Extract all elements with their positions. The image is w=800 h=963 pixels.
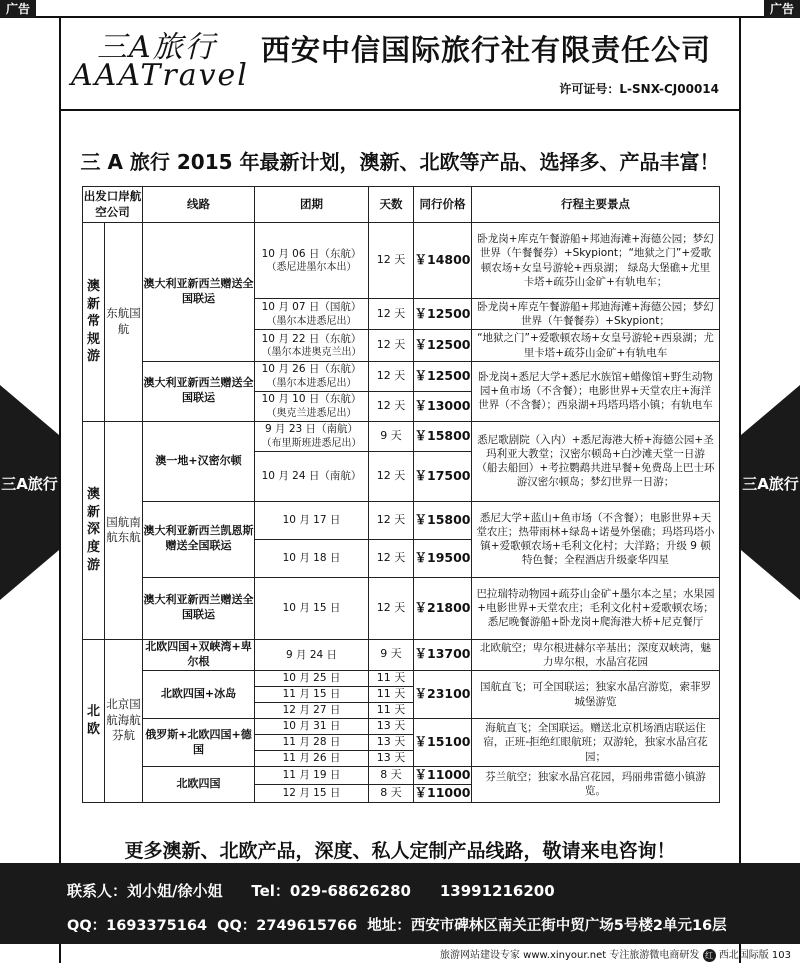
- date-text: 10 月 22 日（东航）: [261, 332, 362, 345]
- date-cell: 10 月 15 日: [255, 577, 369, 639]
- table-row: [83, 421, 720, 451]
- days-cell: 12 天: [369, 223, 414, 299]
- page-footer: [440, 946, 791, 962]
- col-header-spots: 行程主要景点: [472, 187, 720, 223]
- col-header-route: 线路: [143, 187, 255, 223]
- date-cell: [255, 330, 369, 361]
- category-cell: 澳新深度游: [83, 421, 105, 639]
- days-cell: 11 天: [369, 687, 414, 703]
- date-cell: 11 月 15 日: [255, 687, 369, 703]
- tour-table: [82, 186, 720, 803]
- date-text: 9 月 23 日（南航）: [264, 423, 359, 436]
- date-text: 10 月 26 日（东航）: [261, 363, 362, 376]
- airline-cell: 国航南航东航: [105, 421, 143, 639]
- edition-label: 西北国际版: [718, 950, 769, 961]
- contact-footer: [0, 863, 800, 944]
- days-cell: 12 天: [369, 361, 414, 391]
- table-row: [83, 671, 720, 687]
- address-line: QQ：1693375164 QQ：2749615766 地址：西安市碑林区南关正街中贸广场5号楼2单元16层: [67, 918, 727, 934]
- date-cell: 10 月 25 日: [255, 671, 369, 687]
- price-cell: ￥15800: [414, 421, 472, 451]
- date-note: （墨尔本进悉尼出）: [266, 377, 357, 389]
- price-cell: ￥19500: [414, 539, 472, 577]
- price-cell: ￥15800: [414, 501, 472, 539]
- date-cell: 11 月 19 日: [255, 767, 369, 785]
- days-cell: 11 天: [369, 703, 414, 719]
- table-row: [83, 361, 720, 391]
- days-cell: 9 天: [369, 639, 414, 670]
- route-cell: 澳大利亚新西兰赠送全国联运: [143, 223, 255, 362]
- company-name: 西安中信国际旅行社有限责任公司: [261, 33, 712, 67]
- date-cell: 10 月 18 日: [255, 539, 369, 577]
- route-cell: 澳大利亚新西兰凯恩斯赠送全国联运: [143, 501, 255, 577]
- price-cell: ￥15100: [414, 719, 472, 767]
- spots-cell: “地狱之门”+爱歌顿农场+女皇号游轮+西泉湖；尤里卡塔+疏芬山金矿+有轨电车: [472, 330, 720, 361]
- headline: 三 A 旅行 2015 年最新计划，澳新、北欧等产品、选择多、产品丰富！: [80, 150, 720, 174]
- page-number: 103: [771, 950, 792, 961]
- header: [61, 18, 739, 111]
- days-cell: 9 天: [369, 421, 414, 451]
- col-header-price: 同行价格: [414, 187, 472, 223]
- days-cell: 13 天: [369, 719, 414, 735]
- contact-line: 联系人：刘小姐/徐小姐 Tel：029-68626280 13991216200: [67, 882, 555, 900]
- col-header-days: 天数: [369, 187, 414, 223]
- date-cell: [255, 421, 369, 451]
- days-cell: 8 天: [369, 784, 414, 802]
- price-cell: ￥17500: [414, 451, 472, 501]
- license-number: 许可证号：L-SNX-CJ00014: [559, 82, 719, 96]
- category-cell: 北欧: [83, 639, 105, 802]
- date-note: （墨尔本进奥克兰出）: [261, 346, 362, 358]
- date-cell: 9 月 24 日: [255, 639, 369, 670]
- days-cell: 13 天: [369, 735, 414, 751]
- table-row: [83, 577, 720, 639]
- side-tab-label-right: 三A旅行: [742, 475, 799, 493]
- route-cell: 北欧四国+冰岛: [143, 671, 255, 719]
- spots-cell: 卧龙岗+库克午餐游船+邦迪海滩+海德公园；梦幻世界（午餐餐券）+Skypiont；“地狱之门”+爱歌顿农场+女皇号游轮+西泉湖； 绿岛大堡礁+尤里卡塔+疏芬山金矿+有轨电车；: [472, 223, 720, 299]
- days-cell: 13 天: [369, 751, 414, 767]
- ad-label-right: 广告: [764, 0, 800, 18]
- route-cell: 北欧四国+双峡湾+卑尔根: [143, 639, 255, 670]
- date-cell: [255, 299, 369, 330]
- date-text: 10 月 07 日（国航）: [261, 301, 362, 314]
- spots-cell: 悉尼大学+蓝山+鱼市场（不含餐）；电影世界+天堂农庄；热带雨林+绿岛+诺曼外堡礁；玛塔玛塔小镇+爱歌顿农场+毛利文化村；大洋路；升级 9 顿特色餐；全程酒店升级豪华四星: [472, 501, 720, 577]
- price-cell: ￥12500: [414, 361, 472, 391]
- date-cell: [255, 223, 369, 299]
- date-text: 10 月 10 日（东航）: [261, 393, 362, 406]
- spots-cell: 国航直飞；可全国联运；独家水晶宫游览，索菲罗城堡游览: [472, 671, 720, 719]
- table-header-row: [83, 187, 720, 223]
- date-cell: 10 月 24 日（南航）: [255, 451, 369, 501]
- spots-cell: 芬兰航空；独家水晶宫花园，玛丽弗雷德小镇游览。: [472, 767, 720, 803]
- spots-cell: 海航直飞；全国联运。赠送北京机场酒店联运住宿，正班-拒绝红眼航班；双游轮，独家水晶宫花园；: [472, 719, 720, 767]
- price-cell: ￥21800: [414, 577, 472, 639]
- table-row: [83, 639, 720, 670]
- days-cell: 12 天: [369, 299, 414, 330]
- date-note: （布里斯班进悉尼出）: [261, 437, 362, 449]
- table-row: [83, 501, 720, 539]
- side-tab-label-left: 三A旅行: [1, 475, 58, 493]
- spots-cell: 巴拉瑞特动物园+疏芬山金矿+墨尔本之星；水果园+电影世界+天堂农庄；毛利文化村+爱歌顿农场；悉尼晚餐游船+卧龙岗+爬海港大桥+尼克餐厅: [472, 577, 720, 639]
- airline-cell: 北京国航海航芬航: [105, 639, 143, 802]
- price-cell: ￥12500: [414, 330, 472, 361]
- date-note: （墨尔本进悉尼出）: [266, 315, 357, 327]
- date-note: （悉尼进墨尔本出）: [266, 261, 357, 273]
- spots-cell: 悉尼歌剧院（入内）+悉尼海港大桥+海德公园+圣玛利亚大教堂；汉密尔顿岛+白沙滩天堂一日游（船去船回）+考拉鹦鹉共进早餐+免费岛上巴士环游汉密尔顿岛；梦幻世界一日游；: [472, 421, 720, 501]
- days-cell: 12 天: [369, 451, 414, 501]
- price-cell: ￥12500: [414, 299, 472, 330]
- col-header-departure: 出发口岸航空公司: [83, 187, 143, 223]
- spots-cell: 卧龙岗+悉尼大学+悉尼水族馆+蜡像馆+野生动物园+鱼市场（不含餐）；电影世界+天堂农庄+海洋世界（不含餐）；西泉湖+玛塔玛塔小镇；有轨电车: [472, 361, 720, 421]
- date-text: 10 月 06 日（东航）: [261, 247, 362, 260]
- date-cell: 12 月 27 日: [255, 703, 369, 719]
- days-cell: 11 天: [369, 671, 414, 687]
- publisher-text: 旅游网站建设专家 www.xinyour.net 专注旅游微电商研发: [440, 950, 700, 961]
- days-cell: 12 天: [369, 330, 414, 361]
- side-tab-left: [0, 385, 59, 600]
- days-cell: 12 天: [369, 501, 414, 539]
- date-cell: 11 月 26 日: [255, 751, 369, 767]
- col-header-date: 团期: [255, 187, 369, 223]
- days-cell: 12 天: [369, 539, 414, 577]
- date-cell: 12 月 15 日: [255, 784, 369, 802]
- date-note: （奥克兰进悉尼出）: [266, 407, 357, 419]
- date-cell: [255, 391, 369, 421]
- top-bar: [0, 0, 800, 18]
- side-tab-right: [741, 385, 800, 600]
- airline-cell: 东航国航: [105, 223, 143, 422]
- route-cell: 俄罗斯+北欧四国+德国: [143, 719, 255, 767]
- price-cell: ￥14800: [414, 223, 472, 299]
- route-cell: 北欧四国: [143, 767, 255, 803]
- days-cell: 12 天: [369, 577, 414, 639]
- days-cell: 8 天: [369, 767, 414, 785]
- publisher-mark-icon: 红: [703, 949, 716, 962]
- spots-cell: 卧龙岗+库克午餐游船+邦迪海滩+海德公园；梦幻世界（午餐餐券）+Skypiont；: [472, 299, 720, 330]
- price-cell: ￥13700: [414, 639, 472, 670]
- route-cell: 澳大利亚新西兰赠送全国联运: [143, 577, 255, 639]
- logo-cn: 三A旅行: [97, 30, 217, 65]
- tagline: 更多澳新、北欧产品，深度、私人定制产品线路，敬请来电咨询！: [124, 840, 676, 862]
- ad-label-left: 广告: [0, 0, 36, 18]
- logo-en: AAATravel: [71, 58, 249, 93]
- date-cell: 10 月 31 日: [255, 719, 369, 735]
- price-cell: ￥23100: [414, 671, 472, 719]
- price-cell: ￥13000: [414, 391, 472, 421]
- table-row: [83, 223, 720, 299]
- date-cell: 10 月 17 日: [255, 501, 369, 539]
- route-cell: 澳一地+汉密尔顿: [143, 421, 255, 501]
- spots-cell: 北欧航空；卑尔根进赫尔辛基出；深度双峡湾，魅力卑尔根，水晶宫花园: [472, 639, 720, 670]
- price-cell: ￥11000: [414, 784, 472, 802]
- ad-frame: [59, 18, 741, 963]
- table-row: [83, 767, 720, 785]
- date-cell: [255, 361, 369, 391]
- category-cell: 澳新常规游: [83, 223, 105, 422]
- date-cell: 11 月 28 日: [255, 735, 369, 751]
- price-cell: ￥11000: [414, 767, 472, 785]
- route-cell: 澳大利亚新西兰赠送全国联运: [143, 361, 255, 421]
- days-cell: 12 天: [369, 391, 414, 421]
- table-row: [83, 719, 720, 735]
